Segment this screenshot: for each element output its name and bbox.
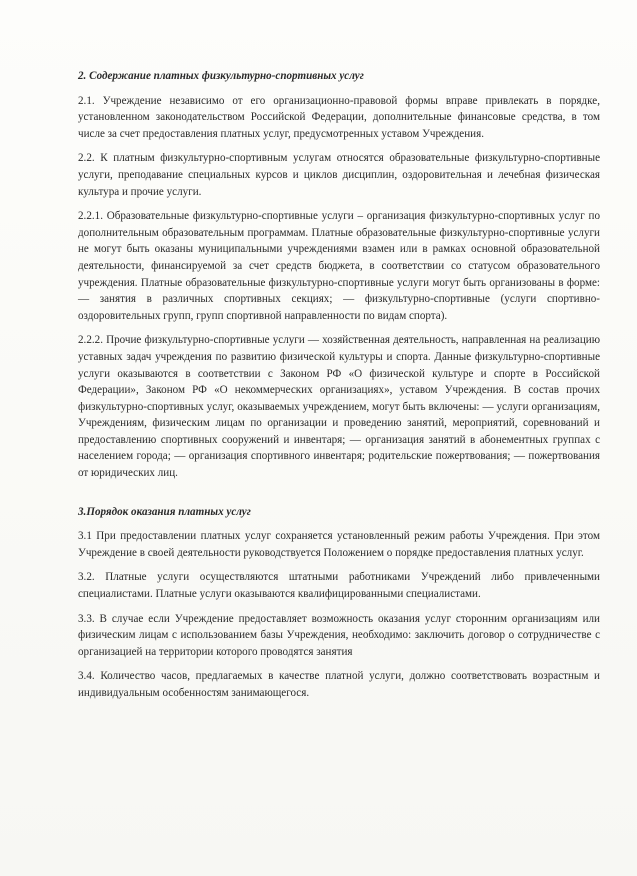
paragraph-2-2-1: 2.2.1. Образовательные физкультурно-спортивные услуги – организация физкультурно-спортивных услуг по дополнительным образовательным программам. Платные образовательные физкультурно-спортивные услуги не могут быть оказаны муниципальными учреждениями взамен или в рамках основной образовательной деятельности, финансируемой за счет средств бюджета, в соответствии со статусом образовательного учреждения. Платные образовательные физкультурно-спортивные услуги могут быть организованы в форме: — занятия в различных спортивных секциях; — физкультурно-спортивные (услуги спортивно-оздоровительных групп, групп спортивной направленности по видам спорта). [78,210,600,322]
paragraph-3-4: 3.4. Количество часов, предлагаемых в качестве платной услуги, должно соответствовать возрастным и индивидуальным особенностям занимающегося. [78,670,600,699]
paragraph-2-2: 2.2. К платным физкультурно-спортивным услугам относятся образовательные физкультурно-спортивные услуги, преподавание специальных курсов и циклов дисциплин, оздоровительная и лечебная физическая культура и прочие услуги. [78,152,600,198]
section-3-heading: 3.Порядок оказания платных услуг [78,505,251,518]
paragraph-2-1: 2.1. Учреждение независимо от его организационно-правовой формы вправе привлекать в порядке, установленном законодательством Российской Федерации, дополнительные финансовые средства, в том числе за счет предоставления платных услуг, предусмотренных уставом Учреждения. [78,94,600,140]
paragraph-3-3: 3.3. В случае если Учреждение предоставляет возможность оказания услуг сторонним организациям или физическим лицам с использованием базы Учреждения, необходимо: заключить договор о сотрудничестве с организацией на территории которого проводятся занятия [78,612,600,658]
paragraph-3-2: 3.2. Платные услуги осуществляются штатными работниками Учреждений либо привлеченными специалистами. Платные услуги оказываются квалифицированными специалистами. [78,571,600,601]
section-2-heading: 2. Содержание платных физкультурно-спортивных услуг [78,70,364,82]
paragraph-3-1: 3.1 При предоставлении платных услуг сохраняется установленный режим работы Учреждения. При этом Учреждение в своей деятельности руководствуется Положением о порядке предоставления платных услуг. [78,530,600,559]
paragraph-2-2-2: 2.2.2. Прочие физкультурно-спортивные услуги — хозяйственная деятельность, направленная на реализацию уставных задач учреждения по развитию физической культуры и спорта. Данные физкультурно-спортивные услуги оказываются в соответствии с Законом РФ «О физической культуре и спорте в Российской Федерации», Законом РФ «О некоммерческих организациях», уставом Учреждения. В состав прочих физкультурно-спортивных услуг, оказываемых учреждением, могут быть включены: — услуги организациям, Учреждениям, физическим лицам по организации и проведению занятий, мероприятий, соревнований и предоставлению спортивных сооружений и инвентаря; — организация занятий в абонементных группах с населением города; — организация спортивного инвентаря; родительские пожертвования; — пожертвования от юридических лиц. [78,334,600,480]
document-body [78,68,600,710]
